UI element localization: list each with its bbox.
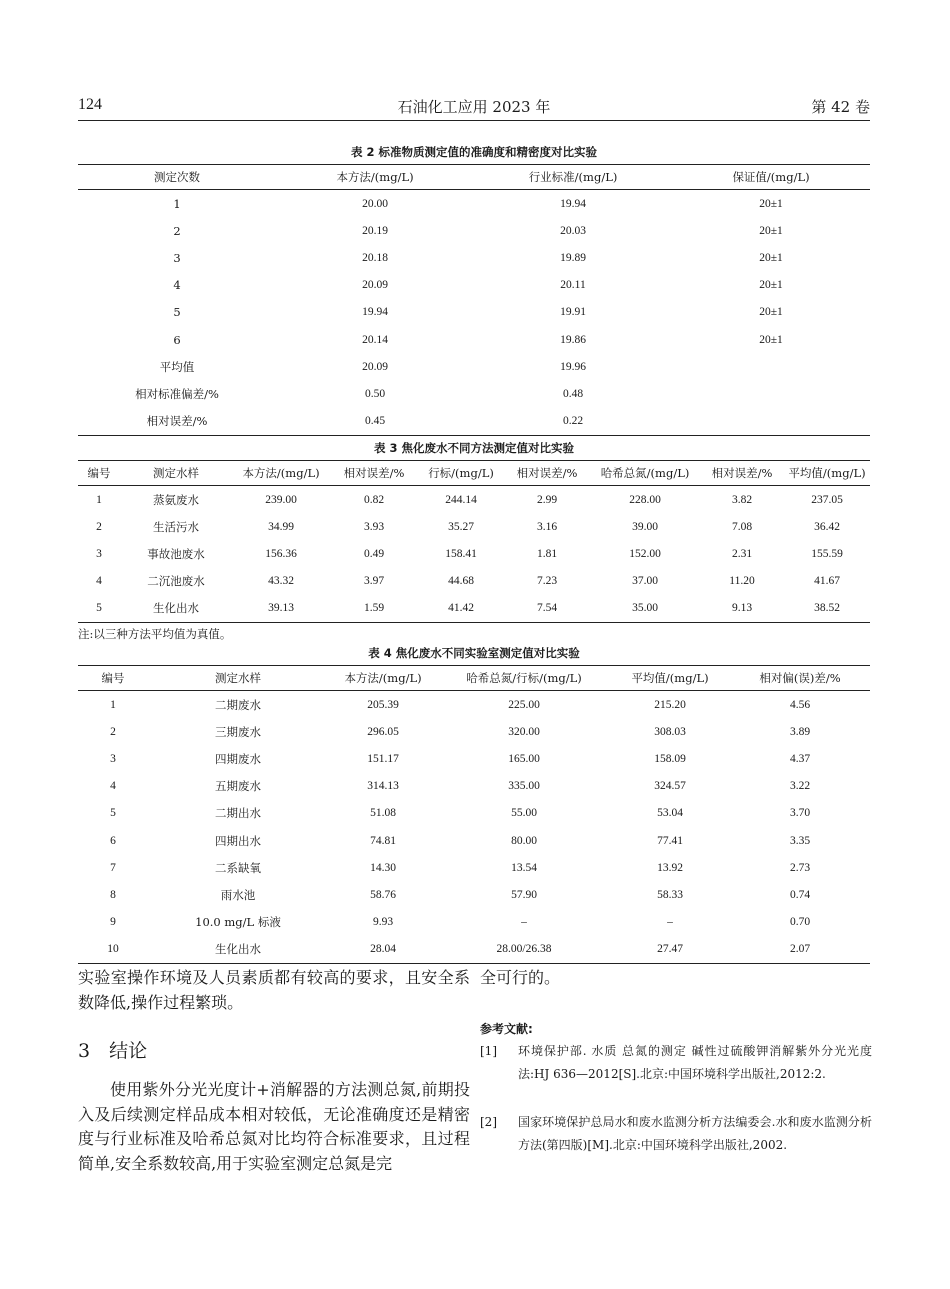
table-cell: 335.00 (508, 780, 540, 793)
column-header: 相对误差/% (700, 461, 784, 486)
table-cell: 4 (96, 575, 102, 588)
column-header: 相对误差/% (330, 461, 418, 486)
table-cell: 11.20 (729, 575, 755, 588)
table-cell: 19.91 (560, 306, 586, 319)
table-cell: 34.99 (268, 520, 294, 533)
references-title: 参考文献: (480, 1022, 533, 1036)
table-cell: 320.00 (508, 725, 540, 738)
table-row (78, 380, 870, 407)
table-row (78, 408, 870, 436)
table-cell: 296.05 (367, 725, 399, 738)
column-header: 本方法/(mg/L) (276, 165, 474, 190)
table-row (78, 691, 870, 719)
table-cell: 80.00 (511, 834, 537, 847)
table-cell: 35.27 (448, 520, 474, 533)
table-cell: 4 (173, 278, 181, 293)
table-cell: 55.00 (511, 807, 537, 820)
table-cell: 20±1 (759, 224, 783, 237)
table-cell: 37.00 (632, 575, 658, 588)
table-cell: 20.19 (362, 224, 388, 237)
reference-item (480, 1040, 872, 1086)
table-cell: 8 (110, 888, 116, 901)
column-header: 测定水样 (148, 666, 328, 691)
table-cell: 36.42 (814, 520, 840, 533)
reference-number: [1] (480, 1044, 497, 1058)
table-cell: 20.00 (362, 197, 388, 210)
table-cell: 10 (78, 936, 148, 964)
column-header: 行标/(mg/L) (418, 461, 504, 486)
table-cell: 20±1 (759, 333, 783, 346)
table-cell: 1 (173, 196, 181, 211)
table-cell: 2 (173, 223, 181, 238)
table-cell: 19.89 (560, 251, 586, 264)
table3-caption: 表 3 焦化废水不同方法测定值对比实验 (373, 441, 574, 455)
table-row (78, 936, 870, 964)
conclusion-paragraph: 使用紫外分光光度计+消解器的方法测总氮,前期投入及后续测定样品成本相对较低，无论准确度还是精密度与行业标准及哈希总氮对比均符合标准要求，且过程简单,安全系数较高,用于实验室测定总氮是完 (78, 1080, 470, 1173)
section-heading: 3 结论 (78, 1040, 148, 1062)
table-cell: 39.00 (632, 520, 658, 533)
table-cell: 3.22 (789, 780, 811, 793)
table-cell: 0.22 (474, 408, 672, 436)
table-row (78, 513, 870, 540)
table-cell: 14.30 (370, 861, 396, 874)
table3-note: 注:以三种方法平均值为真值。 (78, 627, 232, 641)
table-cell: 308.03 (654, 725, 686, 738)
column-header: 相对偏(误)差/% (730, 666, 870, 691)
table-cell: – (521, 916, 527, 929)
table-cell: 35.00 (590, 595, 700, 623)
table-row (78, 353, 870, 380)
table-cell: 57.90 (511, 888, 537, 901)
table-row (78, 190, 870, 218)
table-cell: 6 (173, 332, 181, 347)
table-cell: 5 (110, 807, 116, 820)
table-cell: 58.76 (370, 888, 396, 901)
table-cell: 9 (110, 916, 116, 929)
table-cell: 相对误差/% (78, 408, 276, 436)
reference-number: [2] (480, 1115, 497, 1129)
table-cell: 20.18 (362, 251, 388, 264)
table-cell: 三期废水 (215, 724, 261, 739)
table-cell: – (667, 916, 673, 929)
table-cell: 7 (110, 861, 116, 874)
table-cell: 215.20 (654, 698, 686, 711)
table-cell: 165.00 (508, 752, 540, 765)
table-cell: 二系缺氧 (215, 860, 261, 875)
table-cell (672, 380, 870, 407)
column-header: 平均值/(mg/L) (784, 461, 870, 486)
table-row (78, 773, 870, 800)
table-cell: 2.07 (730, 936, 870, 964)
table-cell: 19.94 (362, 306, 388, 319)
table-cell: 51.08 (370, 807, 396, 820)
table2-caption: 表 2 标准物质测定值的准确度和精密度对比实验 (350, 145, 597, 159)
table-cell: 237.05 (811, 493, 843, 506)
table-cell: 20±1 (759, 306, 783, 319)
left-intro-paragraph: 实验室操作环境及人员素质都有较高的要求，且安全系数降低,操作过程繁琐。 (78, 968, 470, 1012)
table-cell: 4.37 (789, 752, 811, 765)
table-cell: 生化出水 (148, 936, 328, 964)
table-cell: 10.0 mg/L 标液 (195, 915, 281, 930)
table-cell: 1 (96, 493, 102, 506)
column-header: 测定水样 (120, 461, 232, 486)
table-cell: 53.04 (657, 807, 683, 820)
table-cell: 27.47 (610, 936, 730, 964)
right-continuation-text: 全可行的。 (480, 968, 561, 987)
table-cell: 7.08 (731, 520, 753, 533)
column-header: 本方法/(mg/L) (232, 461, 330, 486)
table-cell: 3.89 (789, 725, 811, 738)
table-cell: 39.13 (232, 595, 330, 623)
table-cell: 2 (110, 725, 116, 738)
table-cell: 58.33 (657, 888, 683, 901)
column-header: 行业标准/(mg/L) (474, 165, 672, 190)
table-cell: 平均值 (159, 359, 195, 374)
table-cell: 二期废水 (215, 697, 261, 712)
table-cell: 19.94 (560, 197, 586, 210)
table-cell: 0.70 (789, 916, 811, 929)
column-header: 保证值/(mg/L) (672, 165, 870, 190)
table-cell: 蒸氨废水 (153, 492, 199, 507)
table3 (78, 460, 870, 623)
table-cell: 20.09 (362, 279, 388, 292)
table-row (78, 217, 870, 244)
table-row (78, 745, 870, 772)
table-row (78, 718, 870, 745)
table-cell: 0.50 (364, 387, 386, 400)
table-row (78, 272, 870, 299)
table-cell: 二沉池废水 (147, 574, 205, 589)
table-cell: 9.13 (700, 595, 784, 623)
table-cell: 20.09 (362, 360, 388, 373)
table-row (78, 595, 870, 623)
table-cell: 7.23 (536, 575, 558, 588)
table-cell: 5 (173, 305, 181, 320)
table4-caption: 表 4 焦化废水不同实验室测定值对比实验 (368, 646, 580, 660)
table-cell: 20.03 (560, 224, 586, 237)
column-header: 哈希总氮/行标/(mg/L) (438, 666, 610, 691)
table-cell: 38.52 (784, 595, 870, 623)
table-cell: 0.48 (562, 387, 584, 400)
table-cell: 20.14 (362, 333, 388, 346)
table-cell: 2.31 (731, 547, 753, 560)
table-cell: 0.49 (363, 547, 385, 560)
table-cell: 28.04 (328, 936, 438, 964)
table-cell: 5 (78, 595, 120, 623)
table-cell: 20.11 (560, 279, 586, 292)
table-cell: 151.17 (367, 752, 399, 765)
page-number: 124 (78, 96, 102, 113)
table-row (78, 244, 870, 271)
reference-text: 国家环境保护总局水和废水监测分析方法编委会.水和废水监测分析方法(第四版)[M].北京:中国环境科学出版社,2002. (518, 1115, 872, 1152)
table4 (78, 665, 870, 964)
column-header: 平均值/(mg/L) (610, 666, 730, 691)
table-row (78, 854, 870, 881)
table-cell: 四期出水 (215, 833, 261, 848)
table-cell: 2.99 (536, 493, 558, 506)
table-cell: 生化出水 (120, 595, 232, 623)
table-cell (672, 353, 870, 380)
table-cell: 77.41 (657, 834, 683, 847)
table-cell: 43.32 (268, 575, 294, 588)
table-cell: 225.00 (508, 698, 540, 711)
table-cell: 239.00 (265, 493, 297, 506)
table-row (78, 486, 870, 514)
table-cell: 74.81 (370, 834, 396, 847)
table-cell: 28.00/26.38 (438, 936, 610, 964)
table-cell: 44.68 (448, 575, 474, 588)
table-cell: 156.36 (265, 547, 297, 560)
volume-label: 第 42 卷 (811, 98, 870, 116)
table-cell: 0.82 (363, 493, 385, 506)
table-cell: 205.39 (367, 698, 399, 711)
column-header: 本方法/(mg/L) (328, 666, 438, 691)
table-cell: 1.59 (330, 595, 418, 623)
table-cell: 13.92 (657, 861, 683, 874)
reference-item (480, 1111, 872, 1157)
table-cell: 244.14 (445, 493, 477, 506)
table-cell: 3.93 (363, 520, 385, 533)
column-header: 测定次数 (78, 165, 276, 190)
page-header (78, 94, 870, 121)
table-cell: 2.73 (789, 861, 811, 874)
table-cell: 13.54 (511, 861, 537, 874)
table-cell: 155.59 (811, 547, 843, 560)
table-cell: 相对标准偏差/% (135, 386, 219, 401)
table-cell: 2 (96, 520, 102, 533)
column-header: 相对误差/% (504, 461, 590, 486)
table-cell (672, 408, 870, 436)
reference-text: 环境保护部. 水质 总氮的测定 碱性过硫酸钾消解紫外分光光度法:HJ 636—2012[S].北京:中国环境科学出版社,2012:2. (518, 1044, 872, 1081)
table-cell: 事故池废水 (147, 546, 205, 561)
table-cell: 20±1 (759, 279, 783, 292)
table-cell: 生活污水 (153, 519, 199, 534)
table-cell: 四期废水 (215, 751, 261, 766)
table-cell: 158.41 (445, 547, 477, 560)
table-cell: 41.42 (418, 595, 504, 623)
column-header: 哈希总氮/(mg/L) (590, 461, 700, 486)
table-cell: 3.97 (363, 575, 385, 588)
table-cell: 3.35 (789, 834, 811, 847)
table-cell: 158.09 (654, 752, 686, 765)
table-cell: 7.54 (504, 595, 590, 623)
table-row (78, 299, 870, 326)
table-cell: 3 (173, 250, 181, 265)
table-cell: 3.82 (731, 493, 753, 506)
table-cell: 1.81 (536, 547, 558, 560)
table-cell: 3 (96, 547, 102, 560)
table-row (78, 540, 870, 567)
table-row (78, 909, 870, 936)
table-row (78, 827, 870, 854)
table-row (78, 881, 870, 908)
table-cell: 0.74 (789, 888, 811, 901)
table-cell: 6 (110, 834, 116, 847)
table-cell: 1 (110, 698, 116, 711)
table-cell: 五期废水 (215, 779, 261, 794)
table-cell: 228.00 (629, 493, 661, 506)
journal-title: 石油化工应用 2023 年 (397, 98, 551, 116)
table-cell: 324.57 (654, 780, 686, 793)
table-cell: 19.86 (560, 333, 586, 346)
table-cell: 3.70 (789, 807, 811, 820)
table-cell: 4 (110, 780, 116, 793)
table-cell: 20±1 (759, 251, 783, 264)
table-row (78, 326, 870, 353)
table2 (78, 164, 870, 436)
column-header: 编号 (78, 461, 120, 486)
table-cell: 152.00 (629, 547, 661, 560)
table-cell: 20±1 (759, 197, 783, 210)
table-cell: 314.13 (367, 780, 399, 793)
table-cell: 19.96 (560, 360, 586, 373)
table-cell: 二期出水 (215, 806, 261, 821)
table-cell: 4.56 (789, 698, 811, 711)
table-cell: 雨水池 (220, 887, 256, 902)
table-row (78, 800, 870, 827)
column-header: 编号 (78, 666, 148, 691)
table-row (78, 568, 870, 595)
table-cell: 3.16 (536, 520, 558, 533)
table-cell: 41.67 (814, 575, 840, 588)
table-cell: 9.93 (372, 916, 394, 929)
table-cell: 3 (110, 752, 116, 765)
table-cell: 0.45 (276, 408, 474, 436)
